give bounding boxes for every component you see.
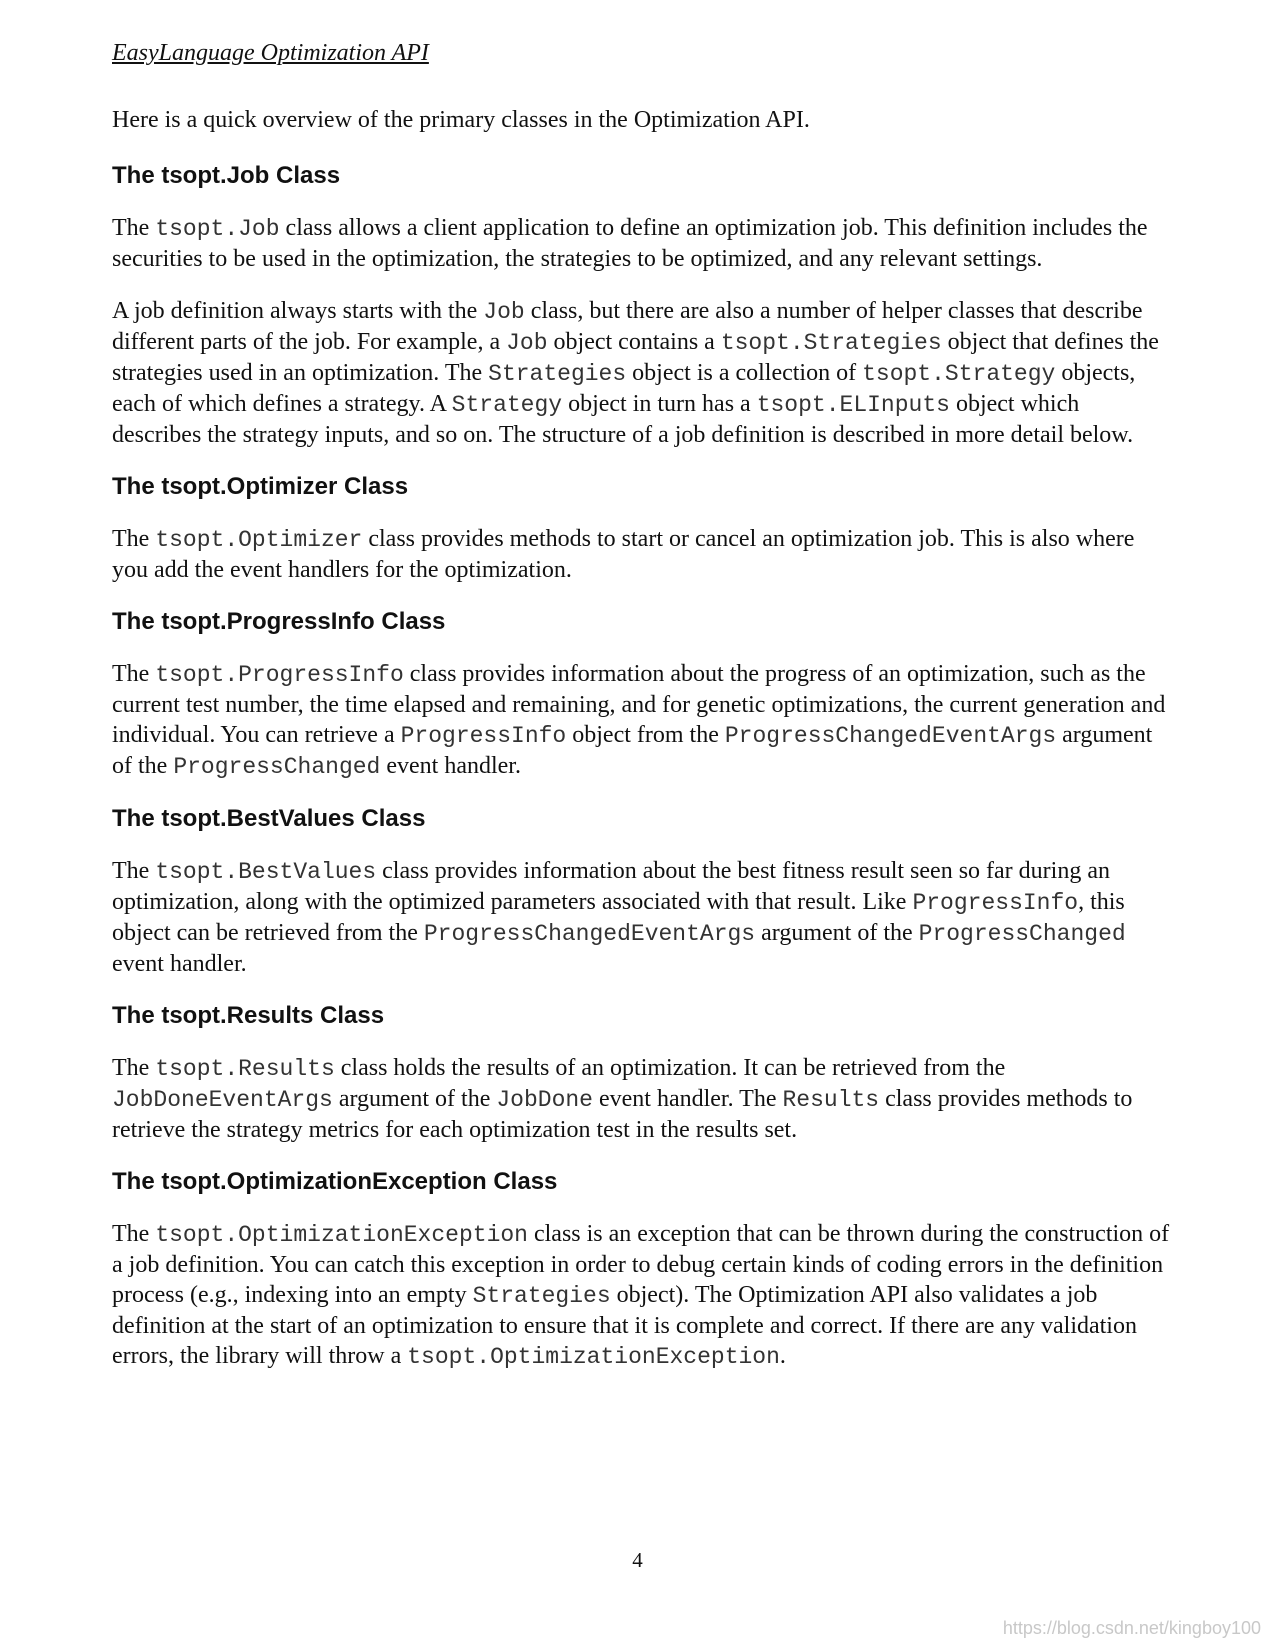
code-identifier: Job bbox=[483, 299, 525, 325]
code-identifier: tsopt.ELInputs bbox=[756, 392, 950, 418]
section-paragraph bbox=[112, 524, 1172, 585]
text-run: A job definition always starts with the bbox=[112, 298, 484, 324]
text-run: The bbox=[112, 215, 156, 241]
code-identifier: Job bbox=[506, 330, 548, 356]
text-run: class holds the results of an optimization. It can be retrieved from the bbox=[334, 1055, 1006, 1081]
code-identifier: JobDone bbox=[496, 1087, 593, 1113]
text-run: object is a collection of bbox=[626, 360, 863, 386]
code-identifier: ProgressInfo bbox=[400, 723, 567, 749]
section-paragraph bbox=[112, 1053, 1172, 1145]
text-run: object contains a bbox=[547, 329, 721, 355]
code-identifier: JobDoneEventArgs bbox=[112, 1087, 333, 1113]
text-run: class is an exception that can be thrown during the construction of a job definition. You can catch this exception in order to debug certain kinds of coding errors in the definition process (e.g., indexing into an empty bbox=[112, 1221, 1170, 1308]
code-identifier: Strategies bbox=[488, 361, 627, 387]
section-heading: The tsopt.OptimizationException Class bbox=[112, 1168, 558, 1195]
text-run: class provides methods to start or cancel an optimization job. This is also where you add the event handlers for the optimization. bbox=[112, 526, 1135, 583]
section-paragraph bbox=[112, 296, 1172, 450]
code-identifier: Results bbox=[782, 1087, 880, 1113]
section-paragraph bbox=[112, 856, 1172, 979]
text-run: class, but there are also a number of helper classes that describe different parts of the job. For example, a bbox=[112, 298, 1143, 355]
section-paragraph bbox=[112, 659, 1172, 782]
code-identifier: tsopt.OptimizationException bbox=[407, 1344, 780, 1370]
text-run: The bbox=[112, 1221, 156, 1247]
text-run: class provides information about the progress of an optimization, such as the current test number, the time elapsed and remaining, and for genetic optimizations, the current generation and individual. You can retrieve a bbox=[112, 661, 1166, 748]
section-paragraph bbox=[112, 213, 1172, 274]
section-heading: The tsopt.BestValues Class bbox=[112, 805, 426, 832]
code-identifier: tsopt.Results bbox=[155, 1056, 335, 1082]
page-number: 4 bbox=[632, 1548, 643, 1572]
running-header: EasyLanguage Optimization API bbox=[112, 40, 429, 66]
document-page bbox=[112, 40, 1172, 1394]
section-paragraph bbox=[112, 1219, 1172, 1372]
text-run: event handler. The bbox=[592, 1086, 783, 1112]
text-run: argument of the bbox=[332, 1086, 497, 1112]
sections-container bbox=[112, 161, 1172, 1372]
code-identifier: tsopt.Strategies bbox=[720, 330, 942, 356]
code-identifier: tsopt.Job bbox=[155, 216, 280, 242]
code-identifier: tsopt.Optimizer bbox=[155, 527, 363, 553]
section-heading: The tsopt.Results Class bbox=[112, 1002, 385, 1029]
text-run: object that defines the strategies used in an optimization. The bbox=[112, 329, 1159, 386]
code-identifier: tsopt.OptimizationException bbox=[155, 1222, 528, 1248]
text-run: The bbox=[112, 526, 156, 552]
text-run: class provides methods to retrieve the strategy metrics for each optimization test in the results set. bbox=[112, 1086, 1133, 1143]
intro-paragraph: Here is a quick overview of the primary classes in the Optimization API. bbox=[112, 107, 810, 133]
text-run: object which describes the strategy inputs, and so on. The structure of a job definition is described in more detail below. bbox=[112, 391, 1134, 448]
text-run: objects, each of which defines a strategy. A bbox=[112, 360, 1136, 417]
text-run: object in turn has a bbox=[562, 391, 757, 417]
text-run: class provides information about the best fitness result seen so far during an optimization, along with the optimized parameters associated with that result. Like bbox=[112, 858, 1110, 915]
code-identifier: ProgressChangedEventArgs bbox=[724, 723, 1057, 749]
text-run: The bbox=[112, 661, 156, 687]
text-run: object from the bbox=[566, 722, 725, 748]
section-heading: The tsopt.Optimizer Class bbox=[112, 473, 409, 500]
text-run: . bbox=[779, 1343, 786, 1369]
text-run: The bbox=[112, 1055, 156, 1081]
section-heading: The tsopt.ProgressInfo Class bbox=[112, 608, 446, 635]
code-identifier: ProgressChanged bbox=[918, 921, 1126, 947]
text-run: argument of the bbox=[755, 920, 919, 946]
text-run: event handler. bbox=[380, 753, 521, 779]
text-run: The bbox=[112, 858, 156, 884]
code-identifier: ProgressChangedEventArgs bbox=[423, 921, 756, 947]
code-identifier: tsopt.ProgressInfo bbox=[155, 662, 404, 688]
watermark: https://blog.csdn.net/kingboy100 bbox=[1002, 1618, 1261, 1638]
code-identifier: Strategy bbox=[451, 392, 563, 418]
code-identifier: Strategies bbox=[472, 1283, 611, 1309]
text-run: class allows a client application to define an optimization job. This definition includes the securities to be used in the optimization, the strategies to be optimized, and any relevant settings. bbox=[112, 215, 1148, 272]
code-identifier: tsopt.Strategy bbox=[862, 361, 1056, 387]
code-identifier: tsopt.BestValues bbox=[155, 859, 377, 885]
section-heading: The tsopt.Job Class bbox=[112, 162, 341, 189]
text-run: argument of the bbox=[112, 722, 1153, 779]
code-identifier: ProgressInfo bbox=[912, 890, 1079, 916]
text-run: , this object can be retrieved from the bbox=[112, 889, 1125, 946]
text-run: event handler. bbox=[112, 951, 247, 977]
code-identifier: ProgressChanged bbox=[173, 754, 381, 780]
text-run: object). The Optimization API also validates a job definition at the start of an optimization to ensure that it is complete and correct. If there are any validation errors, the library will throw a bbox=[112, 1282, 1137, 1369]
